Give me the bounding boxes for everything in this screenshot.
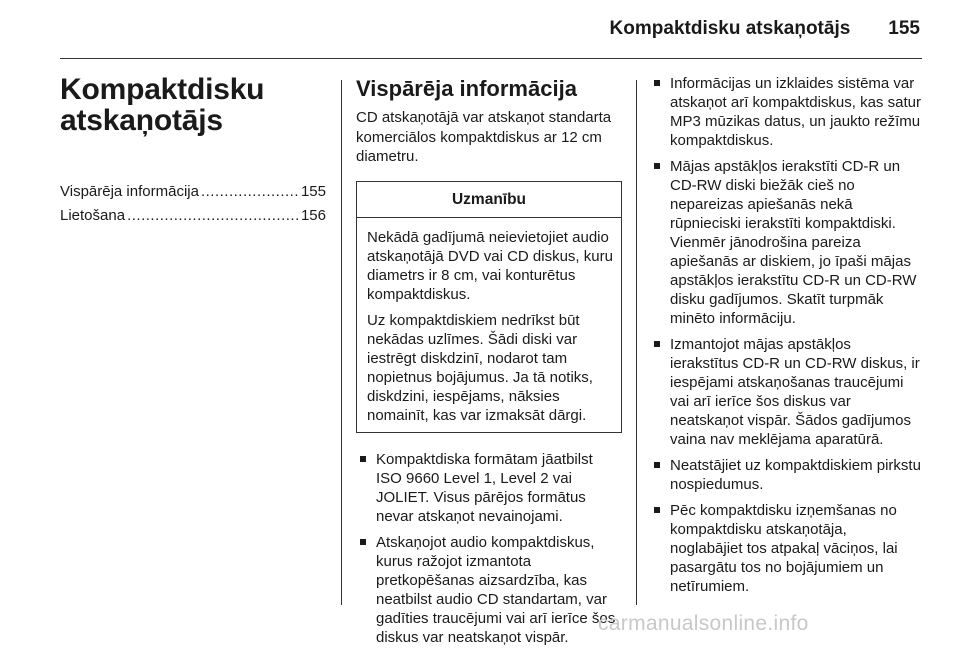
list-item: Informācijas un izklaides sistēma var atskaņot arī kompaktdiskus, kas satur MP3 mūzikas datus, un jaukto režīmu kompaktdiskus. [650,74,922,150]
toc-entry-page: 155 [300,183,326,200]
toc-entry[interactable] [60,180,326,204]
bullet-list [356,450,622,647]
disc-handling-column [650,74,922,603]
warning-paragraph: Uz kompaktdiskiem nedrīkst būt nekādas uzlīmes. Šādi diski var iestrēgt diskdzinī, nodarot tam nopietnus bojājumus. Ja tā notiks, diskdzini, iespējams, nāksies nomainīt, kas var izmaksāt dārgi. [367,311,593,424]
general-info-column [356,74,622,654]
list-item: Neatstājiet uz kompaktdiskiem pirkstu nospiedumus. [650,456,922,494]
list-item: Pēc kompaktdisku izņemšanas no kompaktdisku atskaņotāja, noglabājiet tos atpakaļ vāciņos, lai pasargātu tos no bojājumiem un netīrumiem. [650,501,922,596]
column-divider-1 [341,80,342,605]
warning-body [357,218,621,432]
page-header [60,18,920,48]
chapter-title [60,74,326,136]
bullet-list [650,74,922,596]
chapter-column [60,74,326,228]
list-item: Mājas apstākļos ierakstīti CD-R un CD-RW diski biežāk cieš no nepareizas apiešanās nekā rūpnieciski ierakstīti kompaktdiski. Vienmēr jānodrošina pareiza apiešanās ar diskiem, jo īpaši mājas apstākļos ierakstītu CD-R un CD-RW disku gadījumos. Skatīt turpmāk minēto informāciju. [650,157,922,328]
list-item: Kompaktdiska formātam jāatbilst ISO 9660 Level 1, Level 2 vai JOLIET. Visus pārējos formātus nevar atskaņot nevainojami. [356,450,622,526]
list-item: Atskaņojot audio kompaktdiskus, kurus ražojot izmantota pretkopēšanas aizsardzība, kas neatbilst audio CD standartam, var gadīties traucējumi vai arī ierīce šos diskus var neatskaņot vispār. [356,533,622,647]
toc-entry-page: 156 [300,207,326,224]
chapter-title-line1: Kompaktdisku [60,73,265,106]
list-item: Izmantojot mājas apstākļos ierakstītus CD-R un CD-RW diskus, ir iespējami atskaņošanas traucējumi vai arī ierīce šos diskus var neatskaņot vispār. Šādos gadījumos vaina nav meklējama aparatūrā. [650,335,922,449]
page-number: 155 [888,18,920,39]
warning-paragraph: Nekādā gadījumā neievietojiet audio atskaņotājā DVD vai CD diskus, kuru diametrs ir 8 cm, vai konturētus kompaktdiskus. [367,228,613,303]
toc-entry-label: Vispārēja informācija [60,183,199,200]
toc-entry[interactable] [60,204,326,228]
watermark: carmanualsonline.info [598,612,809,635]
toc-leader-dots [127,204,299,228]
column-divider-2 [636,80,637,605]
running-title: Kompaktdisku atskaņotājs [609,18,851,39]
section-heading: Vispārēja informācija [356,76,577,101]
toc-entry-label: Lietošana [60,207,126,224]
toc-leader-dots [201,180,299,204]
table-of-contents [60,180,326,228]
warning-title: Uzmanību [357,182,621,218]
warning-box [356,181,622,433]
header-rule [60,58,922,59]
section-intro: CD atskaņotājā var atskaņot standarta komerciālos kompaktdiskus ar 12 cm diametru. [356,109,612,165]
chapter-title-line2: atskaņotājs [60,104,223,137]
